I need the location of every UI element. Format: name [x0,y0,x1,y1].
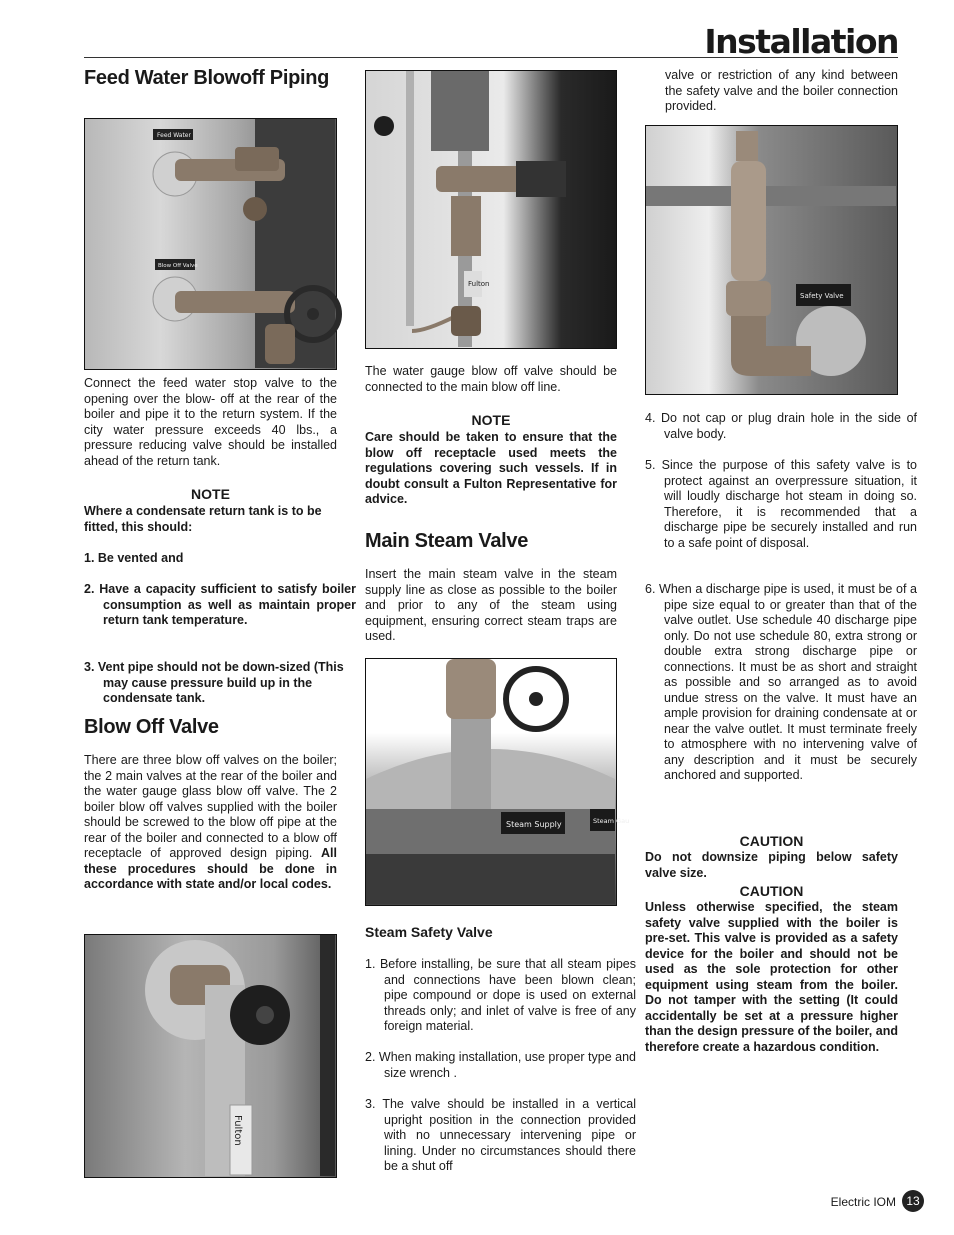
note-text-2: Care should be taken to ensure that the blow off receptacle used meets the regulations covering such vessels. If in doubt consult a Fulton Representative for advice. [365,430,617,506]
note-item-3: 3. Vent pipe should not be down-sized (This may cause pressure build up in the condensate tank. [84,660,344,705]
caution-text-1: Do not downsize piping below safety valve size. [645,850,898,880]
heading-feed-water: Feed Water Blowoff Piping [84,67,330,89]
safety-valve-photo [645,125,898,395]
blow-off-body: There are three blow off valves on the boiler; the 2 main valves at the rear of the boiler and the water gauge glass blow off valve. The 2 boiler blow off valves supplied with the boiler should be screwed to the blow off pipe at the rear of the boiler and connected to a blow off receptacle of approved design piping. [84,753,337,860]
page-title: Installation [704,22,898,61]
safety-item-4: 4. Do not cap or plug drain hole in the side of valve body. [645,411,917,441]
safety-item-5: 5. Since the purpose of this safety valve is to protect against an overpressure situation, it will loudly discharge hot steam in doing so. Therefore, it is recommended that a discharge pipe be securely installed and run to a safe point of disposal. [645,458,917,550]
safety-item-3: 3. The valve should be installed in a vertical upright position in the connection provided with no unnecessary intervening pipe or lining. Under no circumstances should there be a shut off [365,1097,636,1173]
note-item-1: 1. Be vented and [84,551,184,565]
safety-item-1: 1. Before installing, be sure that all steam pipes and connections have been blown clean; pipe compound or dope is used on external threads only; and inlet of valve is free of any foreign material. [365,957,636,1033]
safety-item-3-continued: valve or restriction of any kind between the safety valve and the boiler connection provided. [665,68,898,113]
note-heading-2: NOTE [471,412,511,428]
photo1-label-bottom: Blow Off Valve [158,263,198,269]
photo1-label-top: Feed Water [157,132,191,139]
header-rule [84,57,898,58]
page-number: 13 [902,1190,924,1212]
blow-off-bold: All these procedures should be done in accordance with state and/or local codes. [84,846,337,891]
footer-doc-name: Electric IOM [830,1195,896,1209]
caution-heading-1: CAUTION [739,833,804,849]
blow-off-text [84,753,337,893]
safety-item-2: 2. When making installation, use proper type and size wrench . [365,1050,636,1080]
photo5-label: Safety Valve [800,292,844,300]
note-heading-1: NOTE [191,486,230,502]
feed-water-text: Connect the feed water stop valve to the opening over the blow- off at the rear of the boiler and pipe it to the return system. If the city water pressure exceeds 40 lbs., a pressure reducing valve should be installed ahead of the return tank. [84,376,337,468]
heading-safety-valve: Steam Safety Valve [365,924,493,940]
main-steam-valve-photo [365,658,630,906]
main-steam-text: Insert the main steam valve in the steam supply line as close as possible to the boiler and prior to any of the steam using equipment, ensuring correct steam traps are used. [365,567,617,643]
caution-text-2: Unless otherwise specified, the steam safety valve supplied with the boiler is pre-set. This valve is provided as a safety device for the boiler and should not be used as the sole protection for other equipment using steam from the boiler. Do not tamper with the setting (It could accidentally be set at a pressure higher than the design pressure of the boiler, and therefore create a hazardous condition. [645,900,898,1054]
note-intro: Where a condensate return tank is to be fitted, this should: [84,504,322,534]
caution-heading-2: CAUTION [739,883,804,899]
safety-item-6: 6. When a discharge pipe is used, it must be of a pipe size equal to or greater than that of the valve outlet. Use schedule 40 discharge pipe only. Do not use schedule 80, extra strong or double extra strong discharge pipe or connections. It must be as short and straight as possible and so arranged as to avoid undue stress on the valve. It must have an ample provision for draining condensate at or near the valve outlet. It must terminate freely to atmosphere with no intervening valve of any description and it must be securely anchored and supported. [645,582,917,782]
photo2-brand: Fulton [232,1115,243,1146]
water-gauge-valve-photo [365,70,617,349]
blow-off-valve-photo [84,934,337,1178]
heading-blow-off: Blow Off Valve [84,716,219,738]
feed-water-valve-photo [84,118,337,370]
note-item-2: 2. Have a capacity sufficient to satisfy boiler consumption as well as maintain proper return tank temperature. [84,582,356,627]
photo3-brand: Fulton [468,280,490,288]
photo4-label-2: Steam Gau [593,817,630,825]
heading-main-steam: Main Steam Valve [365,530,529,552]
gauge-text: The water gauge blow off valve should be connected to the main blow off line. [365,364,617,394]
photo4-label: Steam Supply [506,820,562,829]
